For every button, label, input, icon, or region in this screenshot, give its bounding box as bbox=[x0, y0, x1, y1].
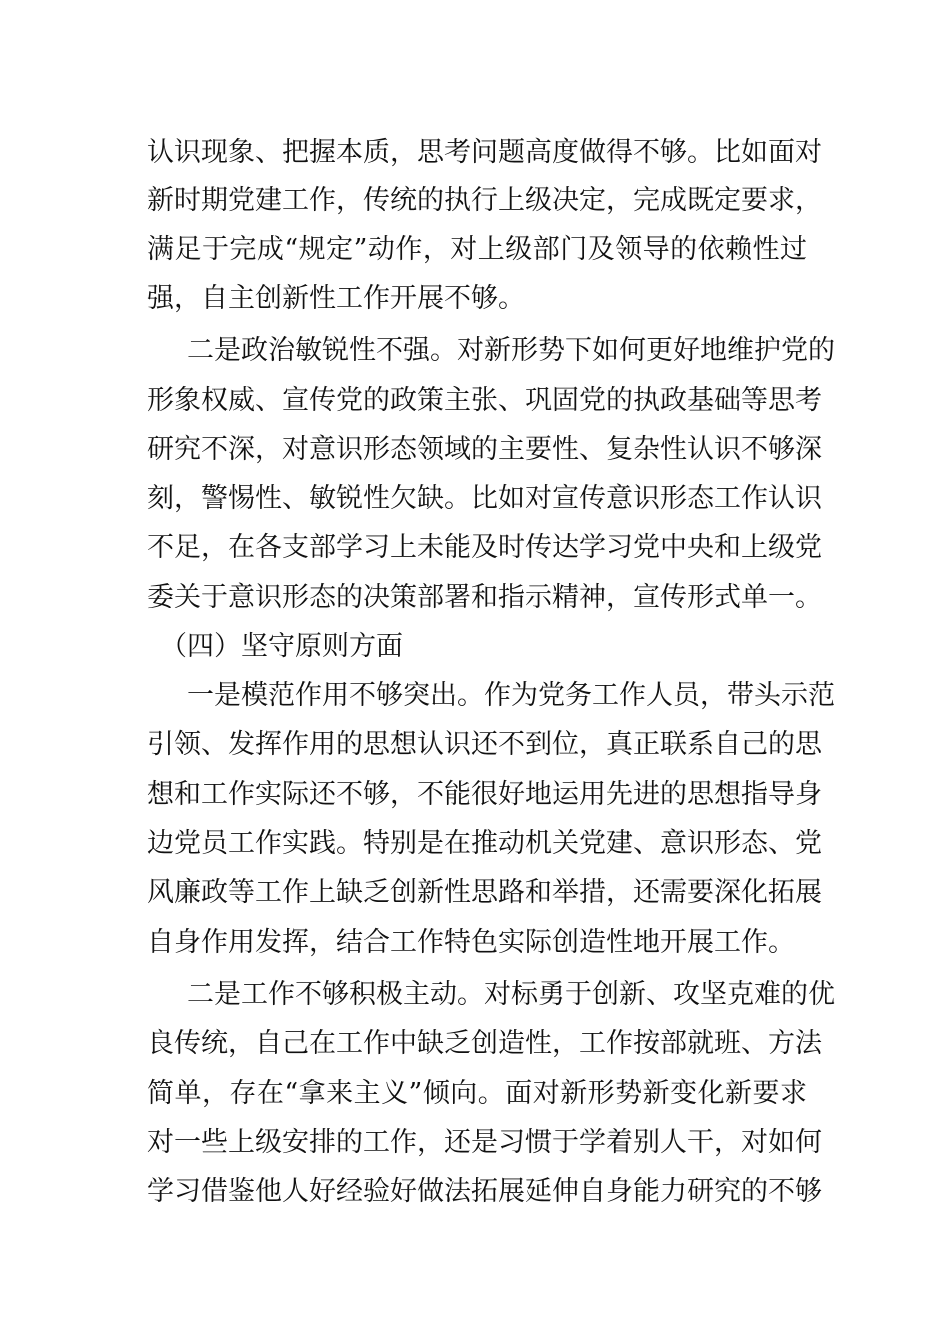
text-line: 自身作用发挥，结合工作特色实际创造性地开展工作。 bbox=[147, 927, 795, 958]
text-line: 刻，警惕性、敏锐性欠缺。比如对宣传意识形态工作认识 bbox=[147, 483, 822, 514]
paragraph-first-line: 一是模范作用不够突出。作为党务工作人员，带头示范 bbox=[187, 680, 835, 711]
text-line: 认识现象、把握本质，思考问题高度做得不够。比如面对 bbox=[147, 137, 822, 168]
paragraph-first-line: 二是工作不够积极主动。对标勇于创新、攻坚克难的优 bbox=[187, 979, 835, 1010]
text-line: 学习借鉴他人好经验好做法拓展延伸自身能力研究的不够 bbox=[147, 1176, 822, 1207]
text-line: 风廉政等工作上缺乏创新性思路和举措，还需要深化拓展 bbox=[147, 877, 822, 908]
text-line: 委关于意识形态的决策部署和指示精神，宣传形式单一。 bbox=[147, 582, 822, 613]
text-line: 强，自主创新性工作开展不够。 bbox=[147, 283, 525, 314]
text-line: 边党员工作实践。特别是在推动机关党建、意识形态、党 bbox=[147, 828, 822, 859]
text-line: 简单，存在“拿来主义”倾向。面对新形势新变化新要求 bbox=[147, 1078, 807, 1109]
text-line: 不足，在各支部学习上未能及时传达学习党中央和上级党 bbox=[147, 532, 822, 563]
text-line: 引领、发挥作用的思想认识还不到位，真正联系自己的思 bbox=[147, 729, 822, 760]
text-line: 新时期党建工作，传统的执行上级决定，完成既定要求， bbox=[147, 185, 822, 216]
paragraph-first-line: 二是政治敏锐性不强。对新形势下如何更好地维护党的 bbox=[187, 335, 835, 366]
text-line: 对一些上级安排的工作，还是习惯于学着别人干，对如何 bbox=[147, 1127, 822, 1158]
text-line: 研究不深，对意识形态领域的主要性、复杂性认识不够深 bbox=[147, 434, 822, 465]
text-line: 形象权威、宣传党的政策主张、巩固党的执政基础等思考 bbox=[147, 385, 822, 416]
section-heading: （四）坚守原则方面 bbox=[160, 631, 403, 662]
text-line: 良传统，自己在工作中缺乏创造性，工作按部就班、方法 bbox=[147, 1028, 822, 1059]
text-line: 满足于完成“规定”动作，对上级部门及领导的依赖性过 bbox=[147, 234, 807, 265]
text-line: 想和工作实际还不够，不能很好地运用先进的思想指导身 bbox=[147, 779, 822, 810]
